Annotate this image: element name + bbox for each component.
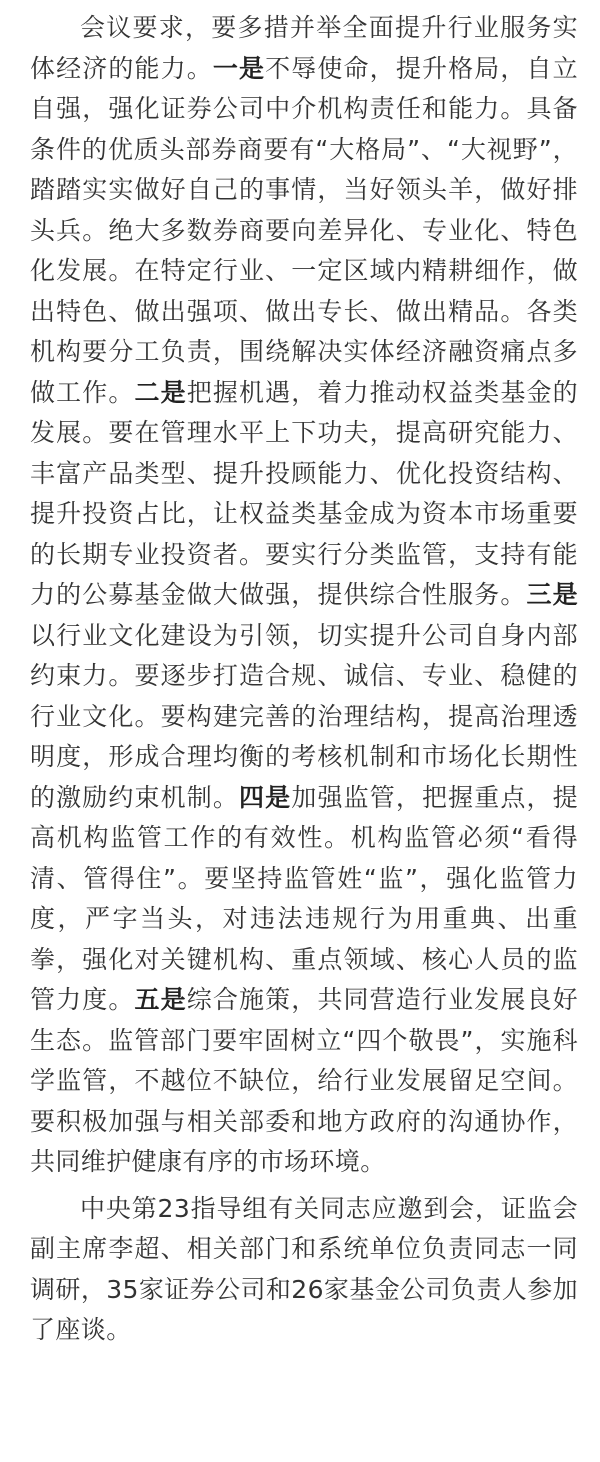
point-one-label: 一是 <box>212 53 266 83</box>
paragraph-meeting-requirements <box>30 8 578 1183</box>
paragraph-text: 不辱使命，提升格局，自立自强，强化证券公司中介机构责任和能力。具备条件的优质头部券商要有“大格局”、“大视野”，踏踏实实做好自己的事情，当好领头羊，做好排头兵。绝大多数券商要向差异化、专业化、特色化发展。在特定行业、一定区域内精耕细作，做出特色、做出强项、做出专长、做出精品。各类机构要分工负责，围绕解决实体经济融资痛点多做工作。 <box>30 53 578 407</box>
paragraph-text: 中央第23指导组有关同志应邀到会，证监会副主席李超、相关部门和系统单位负责同志一同调研，35家证券公司和26家基金公司负责人参加了座谈。 <box>30 1193 578 1344</box>
point-four-label: 四是 <box>239 782 292 812</box>
paragraph-text: 把握机遇，着力推动权益类基金的发展。要在管理水平上下功夫，提高研究能力、丰富产品类型、提升投顾能力、优化投资结构、提升投资占比，让权益类基金成为资本市场重要的长期专业投资者。要实行分类监管，支持有能力的公募基金做大做强，提供综合性服务。 <box>30 377 578 609</box>
paragraph-text: 综合施策，共同营造行业发展良好生态。监管部门要牢固树立“四个敬畏”，实施科学监管，不越位不缺位，给行业发展留足空间。要积极加强与相关部委和地方政府的沟通协作，共同维护健康有序的市场环境。 <box>30 985 578 1176</box>
article-body <box>30 8 578 1351</box>
point-three-label: 三是 <box>526 580 578 609</box>
paragraph-text: 会议要求，要多措并举全面提升行业服务实体经济的能力。 <box>30 13 578 83</box>
paragraph-attendees <box>30 1189 578 1351</box>
point-two-label: 二是 <box>134 377 187 407</box>
paragraph-text: 加强监管，把握重点，提高机构监管工作的有效性。机构监管必须“看得清、管得住”。要坚持监管姓“监”，强化监管力度，严字当头，对违法违规行为用重典、出重拳，强化对关键机构、重点领域、核心人员的监管力度。 <box>30 782 579 1014</box>
point-five-label: 五是 <box>134 985 187 1014</box>
paragraph-text: 以行业文化建设为引领，切实提升公司自身内部约束力。要逐步打造合规、诚信、专业、稳健的行业文化。要构建完善的治理结构，提高治理透明度，形成合理均衡的考核机制和市场化长期性的激励约束机制。 <box>30 620 578 812</box>
